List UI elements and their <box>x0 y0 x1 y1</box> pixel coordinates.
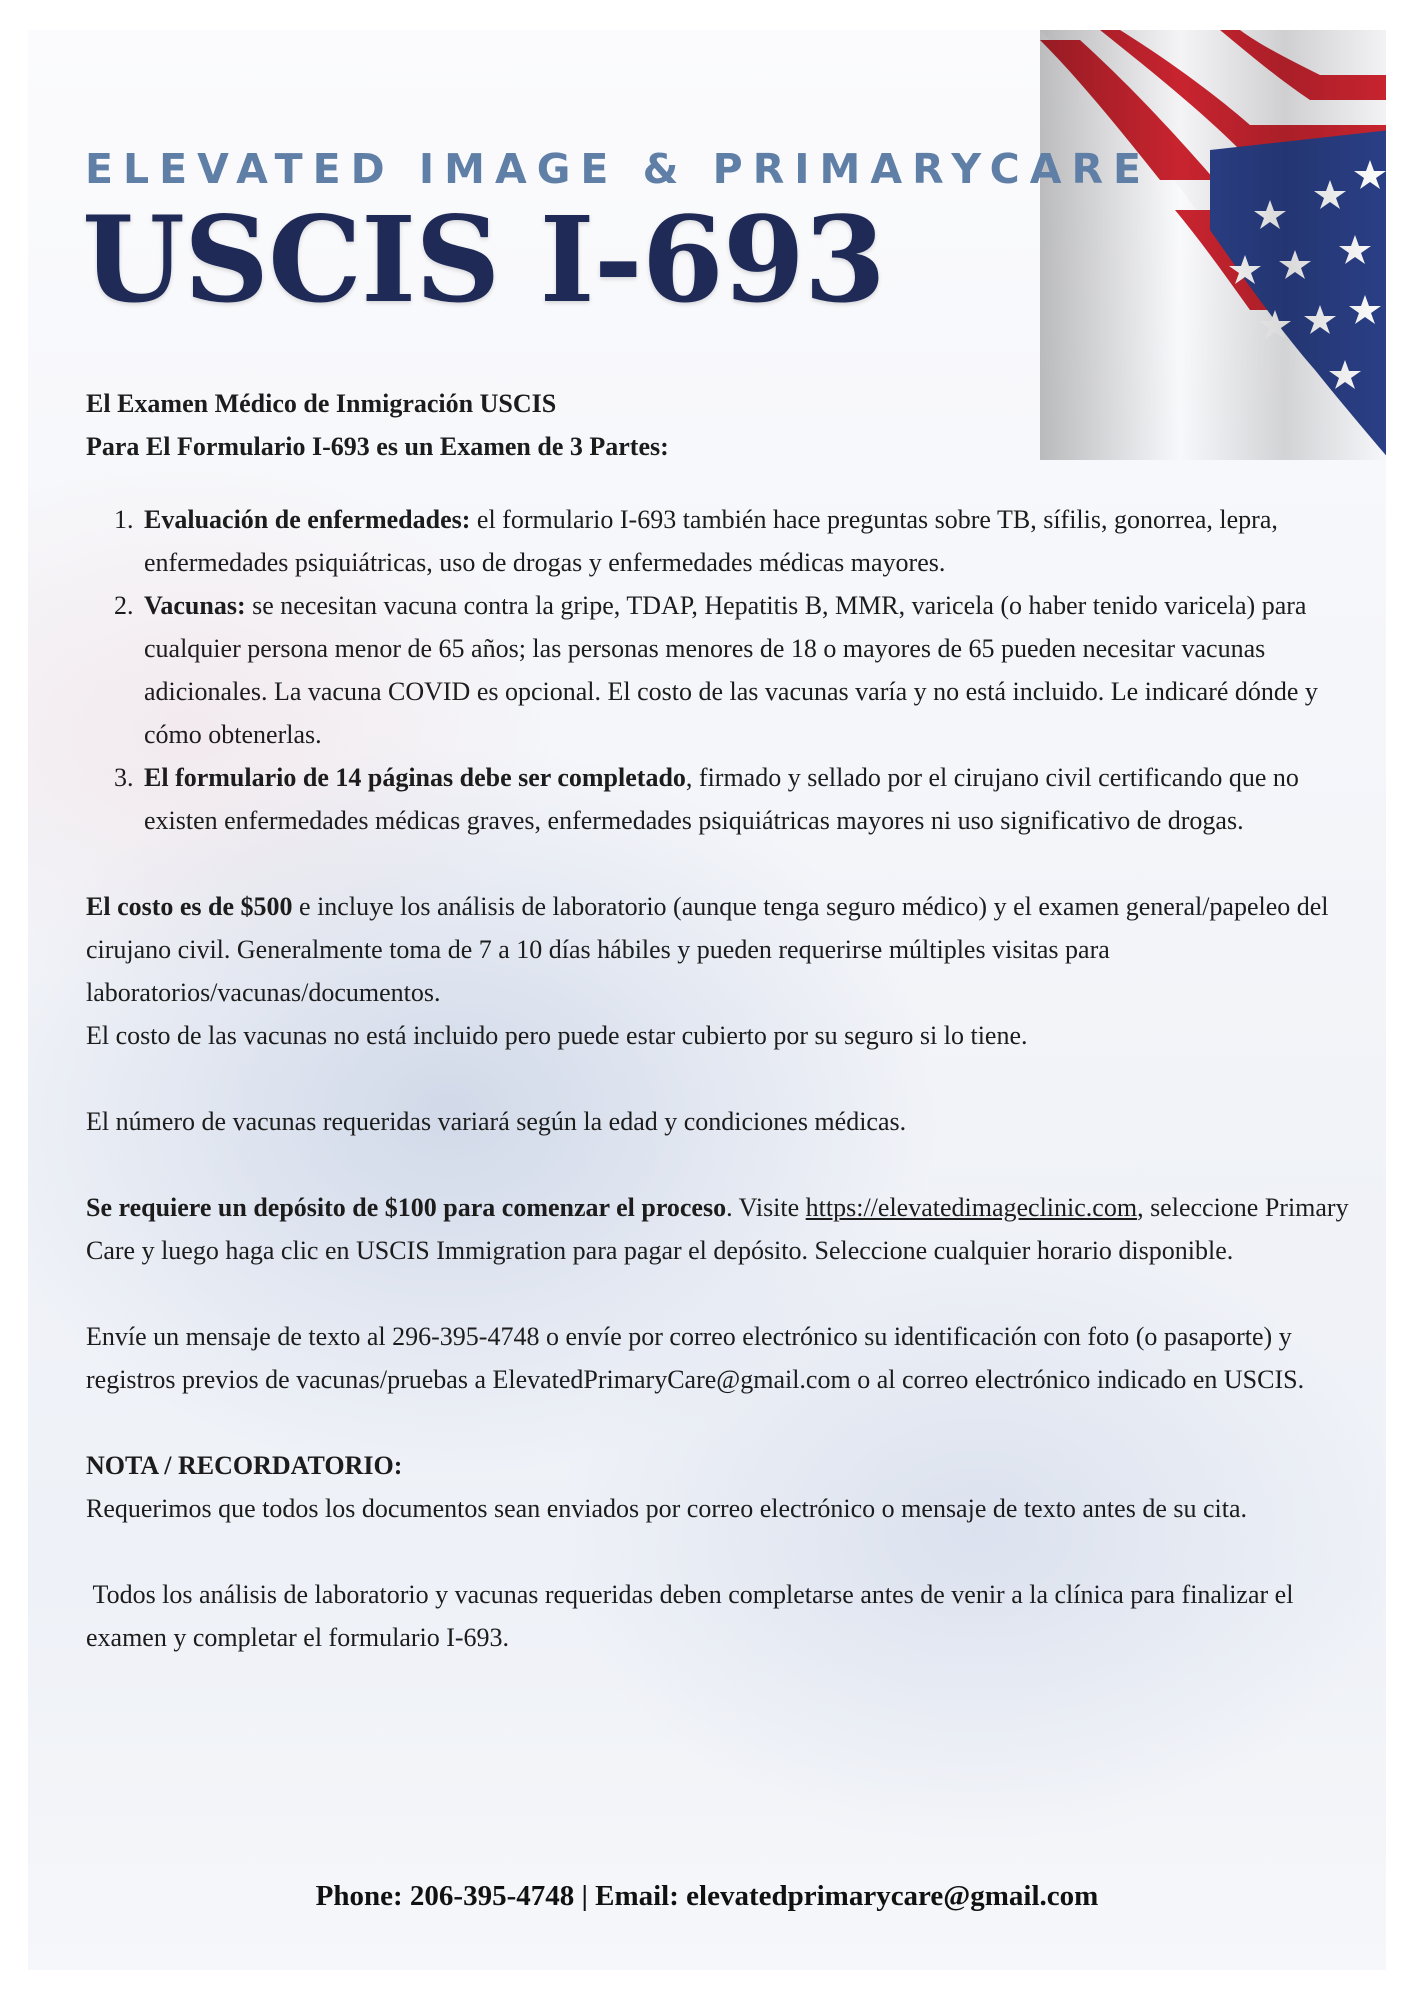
contact-footer: Phone: 206-395-4748 | Email: elevatedprimarycare@gmail.com <box>315 1880 1099 1912</box>
main-content <box>86 382 1356 1659</box>
deposit-text-2: , seleccione Primary Care y luego haga clic en USCIS Immigration para pagar el depósito. Seleccione cualquier horario disponible. <box>86 1193 1349 1265</box>
deposit-paragraph <box>86 1186 1356 1272</box>
list-item <box>140 584 1356 756</box>
deposit-heading: Se requiere un depósito de $100 para comenzar el proceso <box>86 1193 727 1222</box>
deposit-text-1: . Visite <box>726 1193 806 1222</box>
cost-paragraph <box>86 885 1356 1014</box>
list-item-text: el formulario I-693 también hace preguntas sobre TB, sífilis, gonorrea, lepra, enfermedades psiquiátricas, uso de drogas y enfermedades médicas mayores. <box>144 505 1278 577</box>
exam-parts-list <box>86 498 1356 842</box>
vaccine-cost-note: El costo de las vacunas no está incluido pero puede estar cubierto por su seguro si lo tiene. <box>86 1021 1028 1050</box>
list-item <box>140 498 1356 584</box>
list-item-text: se necesitan vacuna contra la gripe, TDAP, Hepatitis B, MMR, varicela (o haber tenido varicela) para cualquier persona menor de 65 años; las personas menores de 18 o mayores de 65 pueden necesitar vacunas adicionales. La vacuna COVID es opcional. El costo de las vacunas varía y no está incluido. Le indicaré dónde y cómo obtenerlas. <box>144 591 1318 749</box>
cost-text: e incluye los análisis de laboratorio (aunque tenga seguro médico) y el examen general/papeleo del cirujano civil. Generalmente toma de 7 a 10 días hábiles y pueden requerirse múltiples visitas para laboratorios/vacunas/documentos. <box>86 892 1329 1007</box>
note-text-2: Todos los análisis de laboratorio y vacunas requeridas deben completarse antes de venir a la clínica para finalizar el examen y completar el formulario I-693. <box>86 1580 1300 1652</box>
clinic-website-link[interactable]: https://elevatedimageclinic.com <box>805 1193 1138 1222</box>
list-item-heading: Evaluación de enfermedades: <box>144 505 471 534</box>
note-text-1: Requerimos que todos los documentos sean enviados por correo electrónico o mensaje de texto antes de su cita. <box>86 1494 1247 1523</box>
vaccines-note: El número de vacunas requeridas variará según la edad y condiciones médicas. <box>86 1107 907 1136</box>
list-item-heading: El formulario de 14 páginas debe ser completado <box>144 763 686 792</box>
list-item <box>140 756 1356 842</box>
page-title: USCIS I-693 <box>82 190 886 329</box>
cost-heading: El costo es de $500 <box>86 892 293 921</box>
brand-name: ELEVATED IMAGE & PRIMARYCARE <box>85 145 1152 193</box>
flyer-page <box>28 30 1386 1970</box>
intro-line-1: El Examen Médico de Inmigración USCIS <box>86 389 557 418</box>
list-item-heading: Vacunas: <box>144 591 246 620</box>
list-item-text: , firmado y sellado por el cirujano civil certificando que no existen enfermedades médicas graves, enfermedades psiquiátricas mayores ni uso significativo de drogas. <box>144 763 1299 835</box>
send-documents-paragraph: Envíe un mensaje de texto al 296-395-4748 o envíe por correo electrónico su identificación con foto (o pasaporte) y registros previos de vacunas/pruebas a ElevatedPrimaryCare@gmail.com o al correo electrónico indicado en USCIS. <box>86 1322 1305 1394</box>
note-heading: NOTA / RECORDATORIO: <box>86 1451 403 1480</box>
intro-line-2: Para El Formulario I-693 es un Examen de 3 Partes: <box>86 432 669 461</box>
